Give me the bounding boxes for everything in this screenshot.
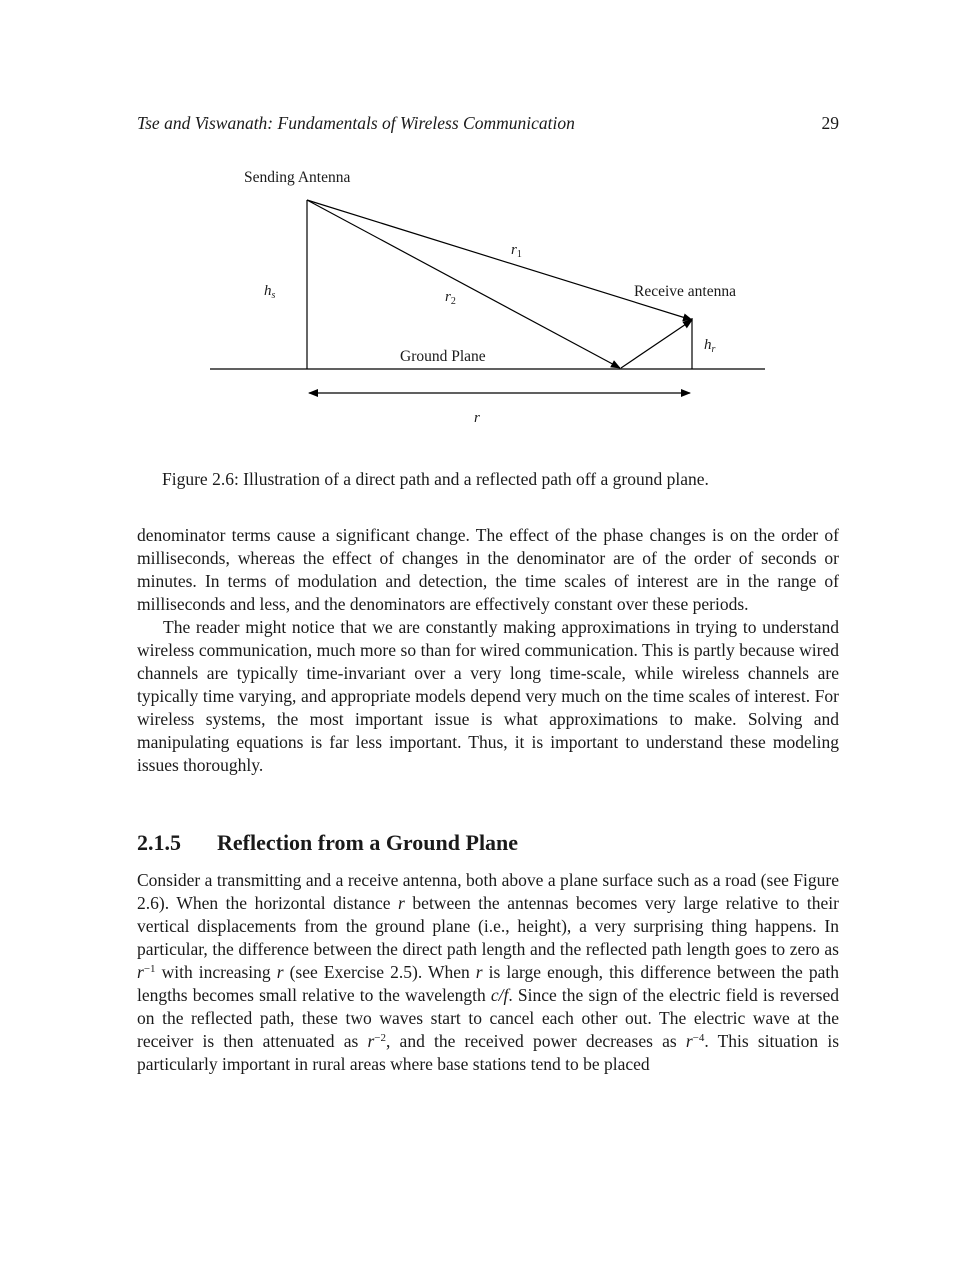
paragraph-continuation: denominator terms cause a significant change. The effect of the phase changes is on the order of milliseconds, whereas the effect of changes in the denominator are of the order of seconds or minutes. In terms of modulation and detection, the time scales of interest are in the range of milliseconds and less, and the denominators are effectively constant over these periods. [137, 525, 839, 614]
figure-diagram [0, 0, 979, 460]
ground-plane-label: Ground Plane [400, 348, 486, 365]
direct-path-r1 [307, 200, 692, 320]
hs-symbol: $h_s$ [264, 283, 276, 301]
paragraph-ground-reflection: Consider a transmitting and a receive antenna, both above a plane surface such as a road (see Figure 2.6). When the horizontal distance r between the antennas becomes very large relative to their vertical displacements from the ground plane (i.e., height), a very surprising thing happens. In particular, the difference between the direct path length and the reflected path length goes to zero as $r^{-1}$ with increasing r (see Exercise 2.5). When r is large enough, this difference between the path lengths becomes small relative to the wavelength c/f. Since the sign of the electric field is reversed on the reflected path, these two waves start to cancel each other out. The electric wave at the receiver is then attenuated as $r^{-2}$, and the received power decreases as $r^{-4}$. This situation is particularly important in rural areas where base stations tend to be placed [137, 870, 840, 1074]
receive-antenna-label: Receive antenna [634, 283, 736, 300]
reflected-path-r2-incident [307, 200, 620, 368]
section-title: Reflection from a Ground Plane [217, 830, 519, 855]
r2-symbol: $r_2$ [445, 289, 456, 307]
body-text [137, 524, 839, 777]
figure-ground-reflection [0, 0, 979, 460]
section-number: 2.1.5 [137, 830, 181, 855]
reflected-path-r2-reflected [621, 320, 692, 368]
r-distance-symbol: r [474, 410, 480, 426]
section-body [137, 869, 839, 1076]
paragraph-approximations: The reader might notice that we are constantly making approximations in trying to understand wireless communication, much more so than for wired communication. This is partly because wired channels are typically time-invariant over a very long time-scale, while wireless channels are typically time varying, and appropriate models depend very much on the time scales of interest. For wireless systems, the most important issue is what approximations to make. Solving and manipulating equations is far less important. Thus, it is important to understand these modeling issues thoroughly. [137, 617, 839, 775]
hr-symbol: $h_r$ [704, 337, 716, 355]
section-heading [137, 830, 518, 856]
page-number: 29 [821, 113, 839, 133]
sending-antenna-label: Sending Antenna [244, 169, 351, 186]
r1-symbol: $r_1$ [511, 242, 522, 260]
figure-caption: Figure 2.6: Illustration of a direct path and a reflected path off a ground plane. [162, 469, 709, 489]
running-title: Tse and Viswanath: Fundamentals of Wireless Communication [137, 113, 575, 133]
